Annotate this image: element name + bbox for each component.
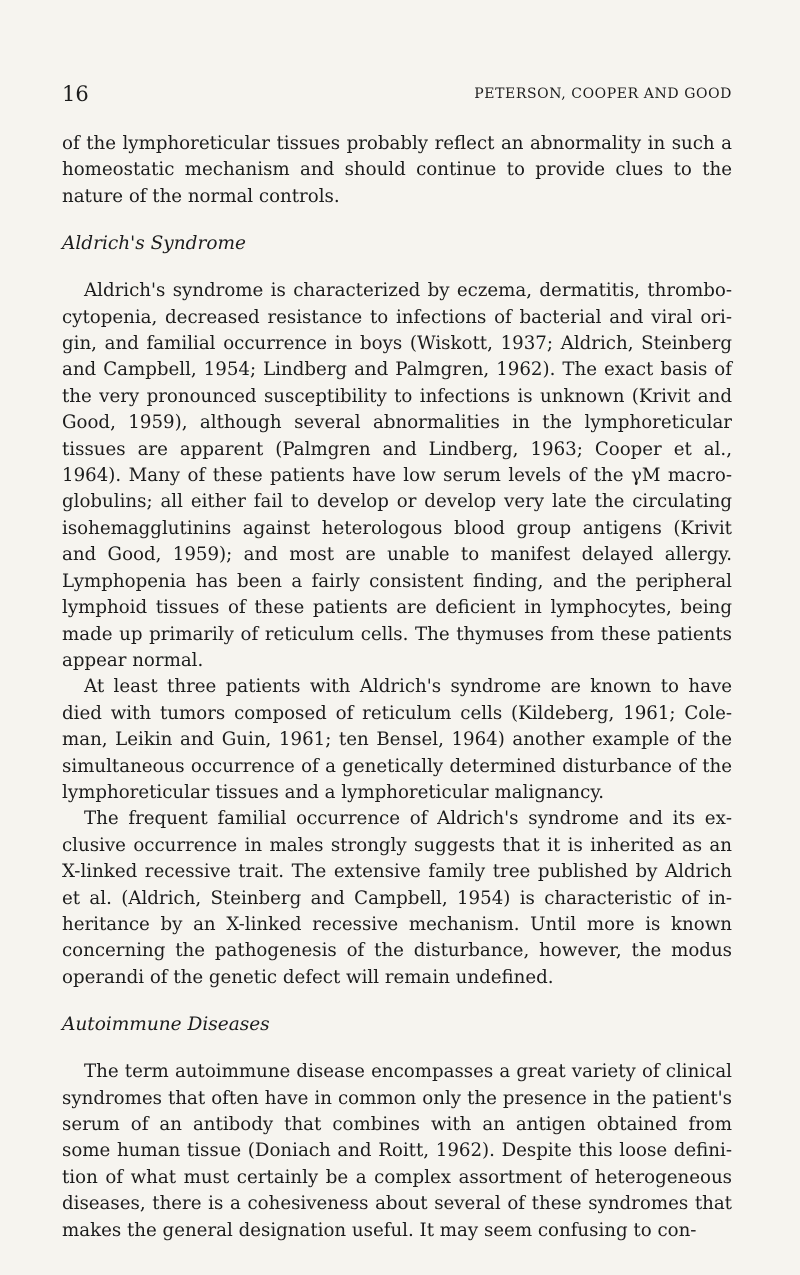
page-header — [62, 82, 732, 110]
running-head: PETERSON, COOPER AND GOOD — [474, 86, 732, 102]
paragraph: of the lymphoreticular tissues probably reflect an abnormality in such a homeostatic mechanism and should continue to provide clues to the nature of the normal controls. — [62, 133, 732, 207]
body-text — [62, 131, 732, 1244]
section-heading-autoimmune: Autoimmune Diseases — [62, 1014, 270, 1036]
paragraph: The term autoimmune disease encompasses a great variety of clinical syndromes that often have in common only the presence in the patient's serum of an antibody that combines with an antigen obtained from some human tissue (Doniach and Roitt, 1962). Despite this loose definition of what must certainly be a complex assortment of heterogeneous diseases, there is a cohesiveness about several of these syndromes that makes the general designation useful. It may seem confusing to con- — [62, 1061, 732, 1241]
section-heading-aldrich: Aldrich's Syndrome — [62, 233, 246, 255]
page-number: 16 — [62, 82, 89, 106]
paragraph: The frequent familial occurrence of Aldrich's syndrome and its exclusive occurrence in males strongly suggests that it is inherited as an X-linked recessive trait. The extensive family tree published by Aldrich et al. (Aldrich, Steinberg and Campbell, 1954) is characteristic of inheritance by an X-linked recessive mechanism. Until more is known concerning the pathogenesis of the disturbance, however, the modus operandi of the genetic defect will remain undefined. — [62, 808, 732, 988]
paragraph: Aldrich's syndrome is characterized by eczema, dermatitis, thrombocytopenia, decreased resistance to infections of bacterial and viral origin, and familial occurrence in boys (Wiskott, 1937; Aldrich, Steinberg and Campbell, 1954; Lindberg and Palmgren, 1962). The exact basis of the very pronounced susceptibility to infections is unknown (Krivit and Good, 1959), although several abnormalities in the lymphoreticular tissues are apparent (Palmgren and Lindberg, 1963; Cooper et al., 1964). Many of these patients have low serum levels of the γM macroglobulins; all either fail to develop or develop very late the circulating isohemagglutinins against heterologous blood group antigens (Krivit and Good, 1959); and most are unable to manifest delayed allergy. Lymphopenia has been a fairly consistent finding, and the peripheral lymphoid tissues of these patients are deficient in lymphocytes, being made up primarily of reticulum cells. The thymuses from these patients appear normal. — [62, 280, 732, 671]
paragraph: At least three patients with Aldrich's syndrome are known to have died with tumors composed of reticulum cells (Kildeberg, 1961; Coleman, Leikin and Guin, 1961; ten Bensel, 1964) another example of the simultaneous occurrence of a genetically determined disturbance of the lymphoreticular tissues and a lymphoreticular malignancy. — [62, 676, 732, 803]
